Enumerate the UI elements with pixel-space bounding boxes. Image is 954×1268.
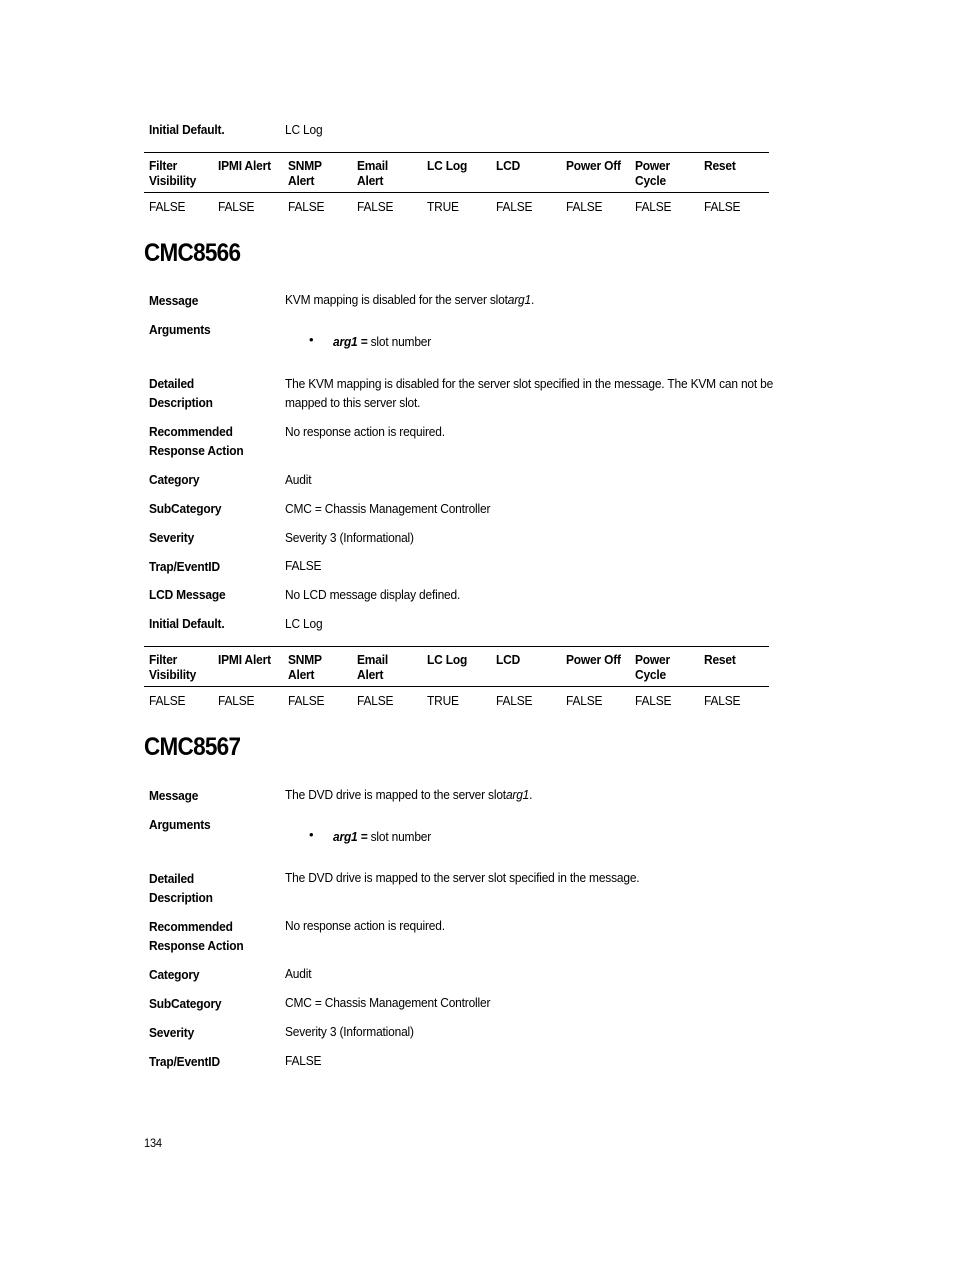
filter-value-cell: FALSE [635, 199, 672, 214]
category-value: Audit [285, 472, 312, 487]
filter-value-cell: FALSE [149, 693, 186, 708]
filter-value-cell: FALSE [635, 693, 672, 708]
filter-header-cell: LC Log [427, 158, 468, 173]
filter-header-cell: LCD [496, 652, 521, 667]
filter-value-cell: FALSE [288, 199, 325, 214]
arguments-label: Arguments [149, 817, 211, 832]
filter-value-cell: TRUE [427, 693, 459, 708]
bullet-icon: • [309, 827, 314, 842]
initial-default-value: LC Log [285, 122, 323, 137]
filter-header-cell: IPMI Alert [218, 652, 271, 667]
trap-eventid-value: FALSE [285, 558, 322, 573]
filter-value-cell: FALSE [218, 199, 255, 214]
recommended-action-label: Recommended Response Action [149, 424, 244, 458]
filter-header-cell: Power Off [566, 652, 621, 667]
category-value: Audit [285, 966, 312, 981]
category-label: Category [149, 967, 200, 982]
filter-value-cell: FALSE [496, 693, 533, 708]
lcd-message-value: No LCD message display defined. [285, 587, 461, 602]
filter-value-cell: FALSE [149, 199, 186, 214]
filter-value-cell: FALSE [288, 693, 325, 708]
filter-value-cell: FALSE [704, 693, 741, 708]
lcd-message-label: LCD Message [149, 587, 226, 602]
filter-value-cell: FALSE [357, 693, 394, 708]
filter-value-cell: FALSE [357, 199, 394, 214]
filter-header-cell: Reset [704, 158, 736, 173]
filter-value-cell: FALSE [218, 693, 255, 708]
section-title-cmc8567: CMC8567 [144, 733, 241, 761]
filter-header-cell: Filter Visibility [149, 652, 197, 682]
argument-item: arg1 = slot number [333, 334, 432, 349]
recommended-action-value: No response action is required. [285, 424, 445, 439]
message-value: The DVD drive is mapped to the server slotarg1. [285, 787, 533, 802]
table-header-rule [144, 686, 769, 687]
initial-default-label: Initial Default. [149, 616, 225, 631]
filter-header-cell: Filter Visibility [149, 158, 197, 188]
table-header-rule [144, 192, 769, 193]
trap-eventid-label: Trap/EventID [149, 1054, 220, 1069]
filter-header-cell: Email Alert [357, 652, 388, 682]
filter-header-cell: Power Cycle [635, 652, 670, 682]
table-top-rule [144, 152, 769, 153]
section-title-cmc8566: CMC8566 [144, 239, 241, 267]
page-number: 134 [144, 1136, 162, 1150]
subcategory-label: SubCategory [149, 996, 222, 1011]
filter-header-cell: Reset [704, 652, 736, 667]
subcategory-label: SubCategory [149, 501, 222, 516]
severity-label: Severity [149, 1025, 195, 1040]
filter-value-cell: FALSE [566, 693, 603, 708]
severity-value: Severity 3 (Informational) [285, 530, 414, 545]
subcategory-value: CMC = Chassis Management Controller [285, 995, 491, 1010]
recommended-action-label: Recommended Response Action [149, 919, 244, 953]
filter-value-cell: FALSE [566, 199, 603, 214]
severity-value: Severity 3 (Informational) [285, 1024, 414, 1039]
initial-default-label: Initial Default. [149, 122, 225, 137]
trap-eventid-label: Trap/EventID [149, 559, 220, 574]
filter-header-cell: IPMI Alert [218, 158, 271, 173]
message-value: KVM mapping is disabled for the server slotarg1. [285, 292, 535, 307]
message-label: Message [149, 293, 199, 308]
table-top-rule [144, 646, 769, 647]
filter-header-cell: LCD [496, 158, 521, 173]
detailed-description-label: Detailed Description [149, 871, 213, 905]
detailed-description-label: Detailed Description [149, 376, 213, 410]
trap-eventid-value: FALSE [285, 1053, 322, 1068]
argument-item: arg1 = slot number [333, 829, 432, 844]
filter-header-cell: Power Cycle [635, 158, 670, 188]
message-label: Message [149, 788, 199, 803]
detailed-description-value: The DVD drive is mapped to the server slot specified in the message. [285, 870, 640, 885]
subcategory-value: CMC = Chassis Management Controller [285, 501, 491, 516]
filter-header-cell: Email Alert [357, 158, 388, 188]
filter-header-cell: SNMP Alert [288, 652, 322, 682]
initial-default-value: LC Log [285, 616, 323, 631]
arguments-label: Arguments [149, 322, 211, 337]
detailed-description-value: The KVM mapping is disabled for the server slot specified in the message. The KVM can not be mapped to this server slot. [285, 376, 774, 410]
filter-value-cell: FALSE [496, 199, 533, 214]
filter-value-cell: TRUE [427, 199, 459, 214]
filter-header-cell: Power Off [566, 158, 621, 173]
filter-header-cell: LC Log [427, 652, 468, 667]
category-label: Category [149, 472, 200, 487]
filter-value-cell: FALSE [704, 199, 741, 214]
recommended-action-value: No response action is required. [285, 918, 445, 933]
filter-header-cell: SNMP Alert [288, 158, 322, 188]
bullet-icon: • [309, 332, 314, 347]
severity-label: Severity [149, 530, 195, 545]
